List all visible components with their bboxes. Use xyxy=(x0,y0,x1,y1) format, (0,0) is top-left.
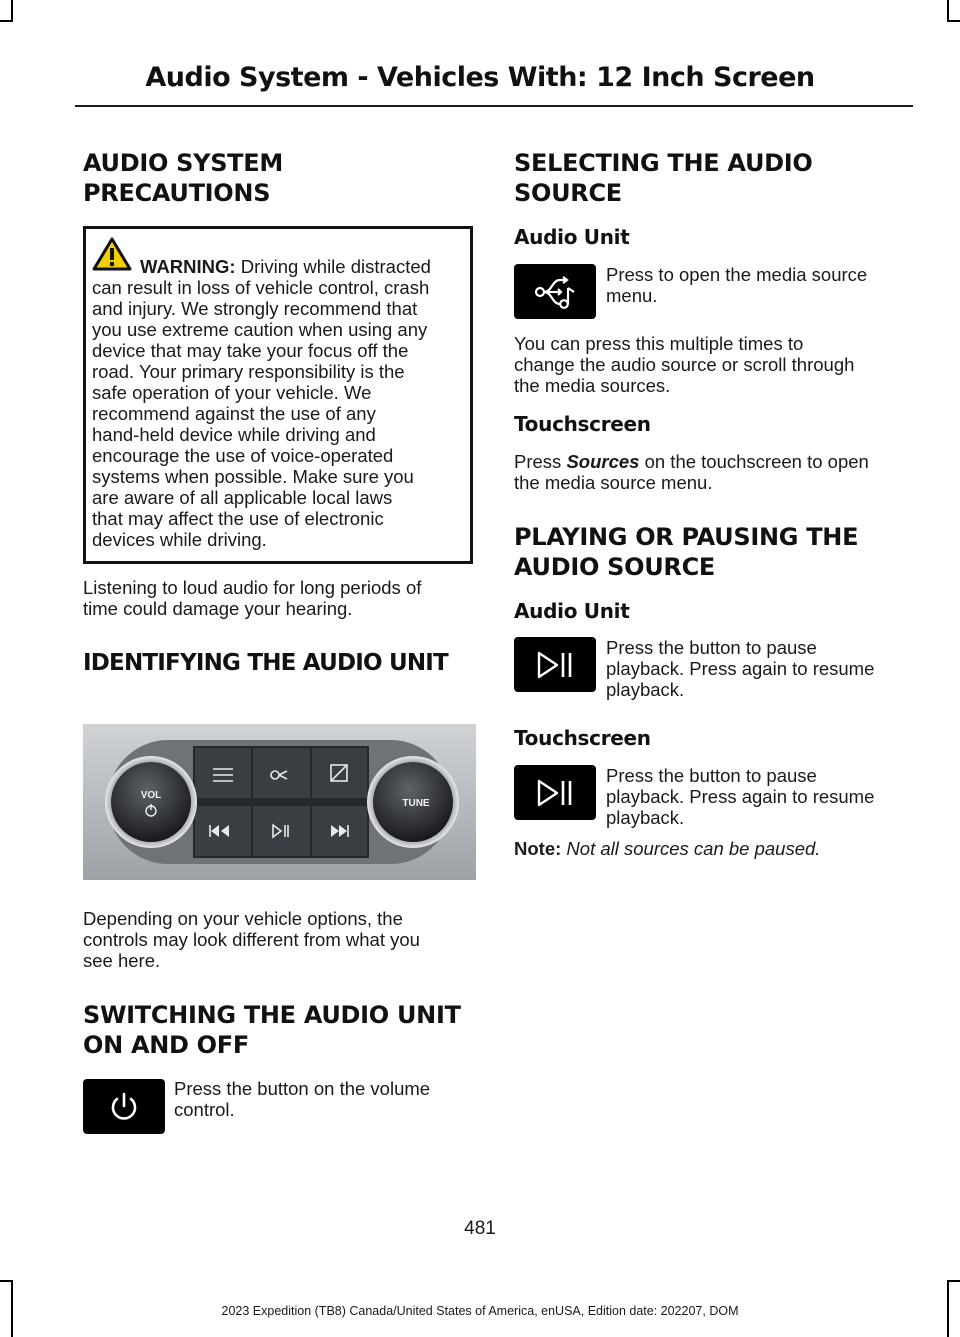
power-icon xyxy=(106,1089,142,1125)
crop-mark xyxy=(11,0,13,22)
warning-triangle-icon xyxy=(92,237,132,271)
source-paragraph xyxy=(606,264,910,306)
warning-line: encourage the use of voice-operated xyxy=(92,445,394,466)
paragraph-line: You can press this multiple times to xyxy=(514,333,804,354)
warning-line: safe operation of your vehicle. We xyxy=(92,382,372,403)
warning-line: that may affect the use of electronic xyxy=(92,508,384,529)
hearing-paragraph xyxy=(83,577,475,619)
paragraph-line: Press to open the media source xyxy=(606,264,868,285)
paragraph-line: playback. Press again to resume xyxy=(606,786,875,807)
crop-mark xyxy=(0,20,13,22)
paragraph-line: see here. xyxy=(83,950,161,971)
warning-line: road. Your primary responsibility is the xyxy=(92,361,405,382)
crop-mark xyxy=(947,20,960,22)
text-span: Press xyxy=(514,451,567,472)
warning-label: WARNING: xyxy=(140,256,236,277)
warning-box xyxy=(83,226,473,564)
pause-paragraph-1 xyxy=(606,637,910,700)
crop-mark xyxy=(0,1280,13,1282)
multiple-paragraph xyxy=(514,333,909,396)
play-pause-button-image xyxy=(514,765,596,820)
paragraph-line: controls may look different from what you xyxy=(83,929,420,950)
vol-label: VOL xyxy=(140,790,162,801)
page-header: Audio System - Vehicles With: 12 Inch Screen xyxy=(145,62,815,93)
warning-line: devices while driving. xyxy=(92,529,267,550)
heading-line: SOURCE xyxy=(514,179,622,207)
play-pause-button-image xyxy=(514,637,596,692)
heading-line: PLAYING OR PAUSING THE xyxy=(514,523,859,551)
footer-text: 2023 Expedition (TB8) Canada/United States of America, enUSA, Edition date: 202207, DOM xyxy=(221,1304,739,1318)
tune-label: TUNE xyxy=(402,798,430,809)
paragraph-line: the media source menu. xyxy=(514,472,713,493)
heading-line: SWITCHING THE AUDIO UNIT xyxy=(83,1001,461,1029)
paragraph-line: change the audio source or scroll through xyxy=(514,354,855,375)
touchscreen-subheading-2: Touchscreen xyxy=(514,726,651,750)
paragraph-line: Press the button to pause xyxy=(606,765,817,786)
heading-line: ON AND OFF xyxy=(83,1031,249,1059)
select-heading xyxy=(514,148,909,208)
warning-line: systems when possible. Make sure you xyxy=(92,466,414,487)
crop-mark xyxy=(947,0,949,22)
play-pause-icon xyxy=(533,648,577,682)
crop-mark xyxy=(947,1280,960,1282)
heading-line: AUDIO SOURCE xyxy=(514,553,715,581)
heading-line: SELECTING THE AUDIO xyxy=(514,149,813,177)
header-rule xyxy=(75,105,913,107)
heading-line: PRECAUTIONS xyxy=(83,179,271,207)
paragraph-line: playback. Press again to resume xyxy=(606,658,875,679)
power-button-image xyxy=(83,1079,165,1134)
paragraph-line: menu. xyxy=(606,285,658,306)
play-pause-icon xyxy=(533,776,577,810)
paragraph-line: Depending on your vehicle options, the xyxy=(83,908,403,929)
note-text: Not all sources can be paused. xyxy=(561,838,821,859)
audio-unit-subheading-2: Audio Unit xyxy=(514,599,630,623)
switch-paragraph xyxy=(174,1078,474,1120)
text-span: on the touchscreen to open xyxy=(639,451,869,472)
media-source-button-image xyxy=(514,264,596,319)
pause-paragraph-2 xyxy=(606,765,910,828)
paragraph-line: playback. xyxy=(606,807,685,828)
paragraph-line: playback. xyxy=(606,679,685,700)
heading-line: AUDIO SYSTEM xyxy=(83,149,283,177)
switch-heading xyxy=(83,1000,475,1060)
options-paragraph xyxy=(83,908,475,971)
audio-unit-subheading: Audio Unit xyxy=(514,225,630,249)
note-label: Note: xyxy=(514,838,562,859)
warning-line: recommend against the use of any xyxy=(92,403,376,424)
paragraph-line: time could damage your hearing. xyxy=(83,598,353,619)
warning-line: can result in loss of vehicle control, crash xyxy=(92,277,430,298)
warning-line: are aware of all applicable local laws xyxy=(92,487,393,508)
audio-unit-image xyxy=(83,724,476,880)
play-heading xyxy=(514,522,909,582)
paragraph-line: Press the button on the volume xyxy=(174,1078,431,1099)
media-source-icon xyxy=(530,272,580,312)
warning-line: and injury. We strongly recommend that xyxy=(92,298,418,319)
note-paragraph xyxy=(514,838,909,859)
paragraph-line: Press the button to pause xyxy=(606,637,817,658)
paragraph-line: control. xyxy=(174,1099,235,1120)
touchscreen-subheading: Touchscreen xyxy=(514,412,651,436)
warning-line: hand-held device while driving and xyxy=(92,424,376,445)
sources-term: Sources xyxy=(566,451,640,472)
warning-line: Driving while distracted xyxy=(235,256,431,277)
page-number: 481 xyxy=(464,1218,496,1239)
precautions-heading xyxy=(83,148,475,208)
warning-line: device that may take your focus off the xyxy=(92,340,409,361)
sources-paragraph xyxy=(514,451,909,493)
warning-line: you use extreme caution when using any xyxy=(92,319,428,340)
paragraph-line: Listening to loud audio for long periods of xyxy=(83,577,422,598)
identify-heading: IDENTIFYING THE AUDIO UNIT xyxy=(83,650,448,676)
paragraph-line: the media sources. xyxy=(514,375,671,396)
warning-text xyxy=(92,256,462,550)
